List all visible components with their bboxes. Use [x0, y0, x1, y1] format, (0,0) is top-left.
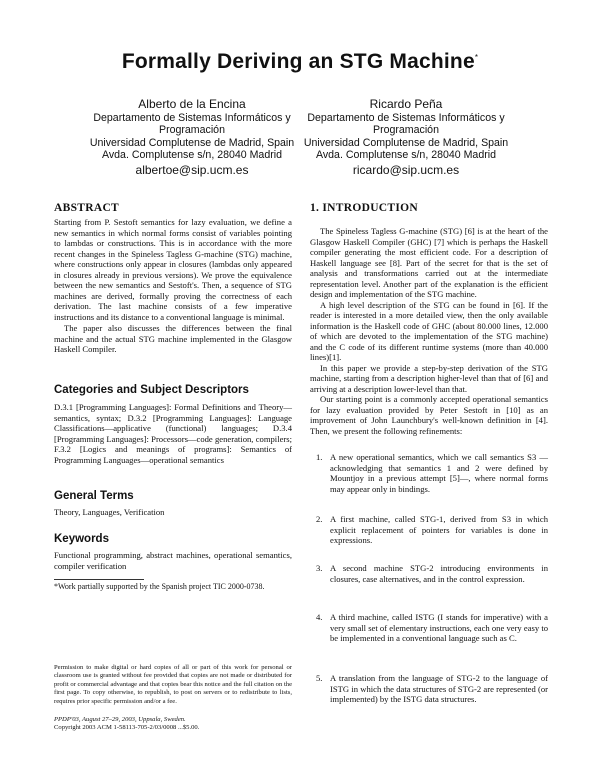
- author-univ: Universidad Complutense de Madrid, Spain: [89, 136, 295, 149]
- copyright: Copyright 2003 ACM 1-58113-705-2/03/0008 ...$5.00.: [54, 724, 200, 731]
- author-dept: Departamento de Sistemas Informáticos y Programación: [93, 111, 291, 136]
- list-item: [316, 514, 548, 546]
- list-item: [316, 612, 548, 644]
- paper-title: [0, 50, 600, 74]
- general-terms-heading: General Terms: [54, 490, 134, 502]
- list-item-text: A first machine, called STG-1, derived from S3 in which explicit replacement of pointers for variables is done in expressions.: [330, 514, 548, 545]
- author-univ: Universidad Complutense de Madrid, Spain: [303, 136, 509, 149]
- author-block-2: [276, 98, 536, 176]
- author-name: Alberto de la Encina: [138, 97, 246, 111]
- author-addr: Avda. Complutense s/n, 28040 Madrid: [315, 149, 496, 161]
- list-item-number: 3.: [316, 563, 323, 573]
- list-item: [316, 563, 548, 584]
- list-item-text: A second machine STG-2 introducing environments in closures, case alternatives, and in the control expression.: [330, 563, 548, 584]
- permission-notice: Permission to make digital or hard copies of all or part of this work for personal or classroom use is granted without fee provided that copies are not made or distributed for profit or commercial advantage and that copies bear this notice and the full citation on the first page. To copy otherwise, to republish, to post on servers or to redistribute to lists, requires prior specific permission and/or a fee.: [54, 664, 292, 705]
- author-email[interactable]: albertoe@sip.ucm.es: [135, 162, 249, 177]
- title-footnote-mark: *: [474, 53, 479, 62]
- list-item-number: 1.: [316, 452, 323, 462]
- venue: PPDP'03, August 27–29, 2003, Uppsala, Sweden.: [54, 716, 186, 723]
- abstract-paragraph: The paper also discusses the differences between the final machine and the actual STG machine implemented in the Glasgow Haskell Compiler.: [54, 323, 292, 354]
- author-dept: Departamento de Sistemas Informáticos y Programación: [307, 111, 505, 136]
- footnote: *Work partially supported by the Spanish project TIC 2000-0738.: [54, 582, 265, 591]
- keywords-text: Functional programming, abstract machines, operational semantics, compiler verification: [54, 550, 292, 571]
- author-addr: Avda. Complutense s/n, 28040 Madrid: [101, 149, 282, 161]
- list-item-number: 5.: [316, 673, 323, 683]
- categories-heading: Categories and Subject Descriptors: [54, 384, 249, 396]
- categories-text: D.3.1 [Programming Languages]: Formal Definitions and Theory—semantics, syntax; D.3.2 [Programming Languages]: Language Classifications—applicative (functional) languages; D.3.4 [Programming Languages]: Processors—code generation, compilers; F.3.2 [Logics and meanings of programs]: Semantics of Programming Languages—operational semantics: [54, 402, 292, 465]
- abstract-heading: ABSTRACT: [54, 202, 120, 214]
- list-item: [316, 452, 548, 494]
- list-item: [316, 673, 548, 705]
- abstract-paragraph: Starting from P. Sestoft semantics for lazy evaluation, we define a new semantics in which normal forms consist of variables pointing to lambdas or constructions. This is in accordance with the more recent changes in the Spineless Tagless G-machine (STG) machine, where constructions only appear in closures (lambdas only appeared in closures already in previous versions). We prove the equivalence between the new semantics and Sestoft's. Then, a sequence of STG machines are derived, formally proving the correctness of each derivation. The last machine consists of a few imperative instructions and its distance to a conventional language is minimal.: [54, 217, 292, 322]
- list-item-text: A new operational semantics, which we call semantics S3 —acknowledging that semantics 1 and 2 were defined by Mountjoy in a previous attempt [5]—, where normal forms may appear only in bindings.: [330, 452, 548, 494]
- author-email[interactable]: ricardo@sip.ucm.es: [352, 162, 460, 177]
- keywords-heading: Keywords: [54, 533, 109, 545]
- general-terms-text: Theory, Languages, Verification: [54, 507, 165, 517]
- introduction-heading: 1. INTRODUCTION: [310, 202, 419, 214]
- list-item-number: 4.: [316, 612, 323, 622]
- intro-paragraph: Our starting point is a commonly accepted operational semantics for lazy evaluation provided by Peter Sestoft in [10] as an improvement of John Launchbury's well-known definition in [4]. Then, we present the following refinements:: [310, 394, 548, 436]
- title-text: Formally Deriving an STG Machine: [121, 50, 475, 73]
- abstract-body: [54, 217, 292, 355]
- author-name: Ricardo Peña: [369, 97, 443, 111]
- footnote-rule: [54, 579, 144, 580]
- list-item-text: A translation from the language of STG-2 to the language of ISTG in which the data structures of STG-2 are represented (or implemented) by the ISTG data structures.: [330, 673, 548, 704]
- list-item-text: A third machine, called ISTG (I stands for imperative) with a very small set of elementary instructions, each one very easy to be implemented in a conventional language such as C.: [330, 612, 548, 643]
- intro-body: [310, 226, 548, 436]
- intro-paragraph: A high level description of the STG can be found in [6]. If the reader is interested in a more detailed view, then the only available information is the Haskell code of GHC (about 80.000 lines, 12.000 of which are devoted to the implementation of the STG machine) and the C code of its different runtime systems (more than 40.000 lines)[1].: [310, 299, 548, 362]
- list-item-number: 2.: [316, 514, 323, 524]
- intro-paragraph: In this paper we provide a step-by-step derivation of the STG machine, starting from a description higher-level than that of [6] and arriving at a description lower-level than that.: [310, 362, 548, 394]
- intro-paragraph: The Spineless Tagless G-machine (STG) [6] is at the heart of the Glasgow Haskell Compiler (GHC) [7] which is perhaps the Haskell compiler generating the most efficient code. For a description of Haskell language see [8]. Part of the secret for that is the set of analysis and transformations carried out at the intermediate representation level. Another part of the explanation is the efficient design and implementation of the STG machine.: [310, 226, 548, 299]
